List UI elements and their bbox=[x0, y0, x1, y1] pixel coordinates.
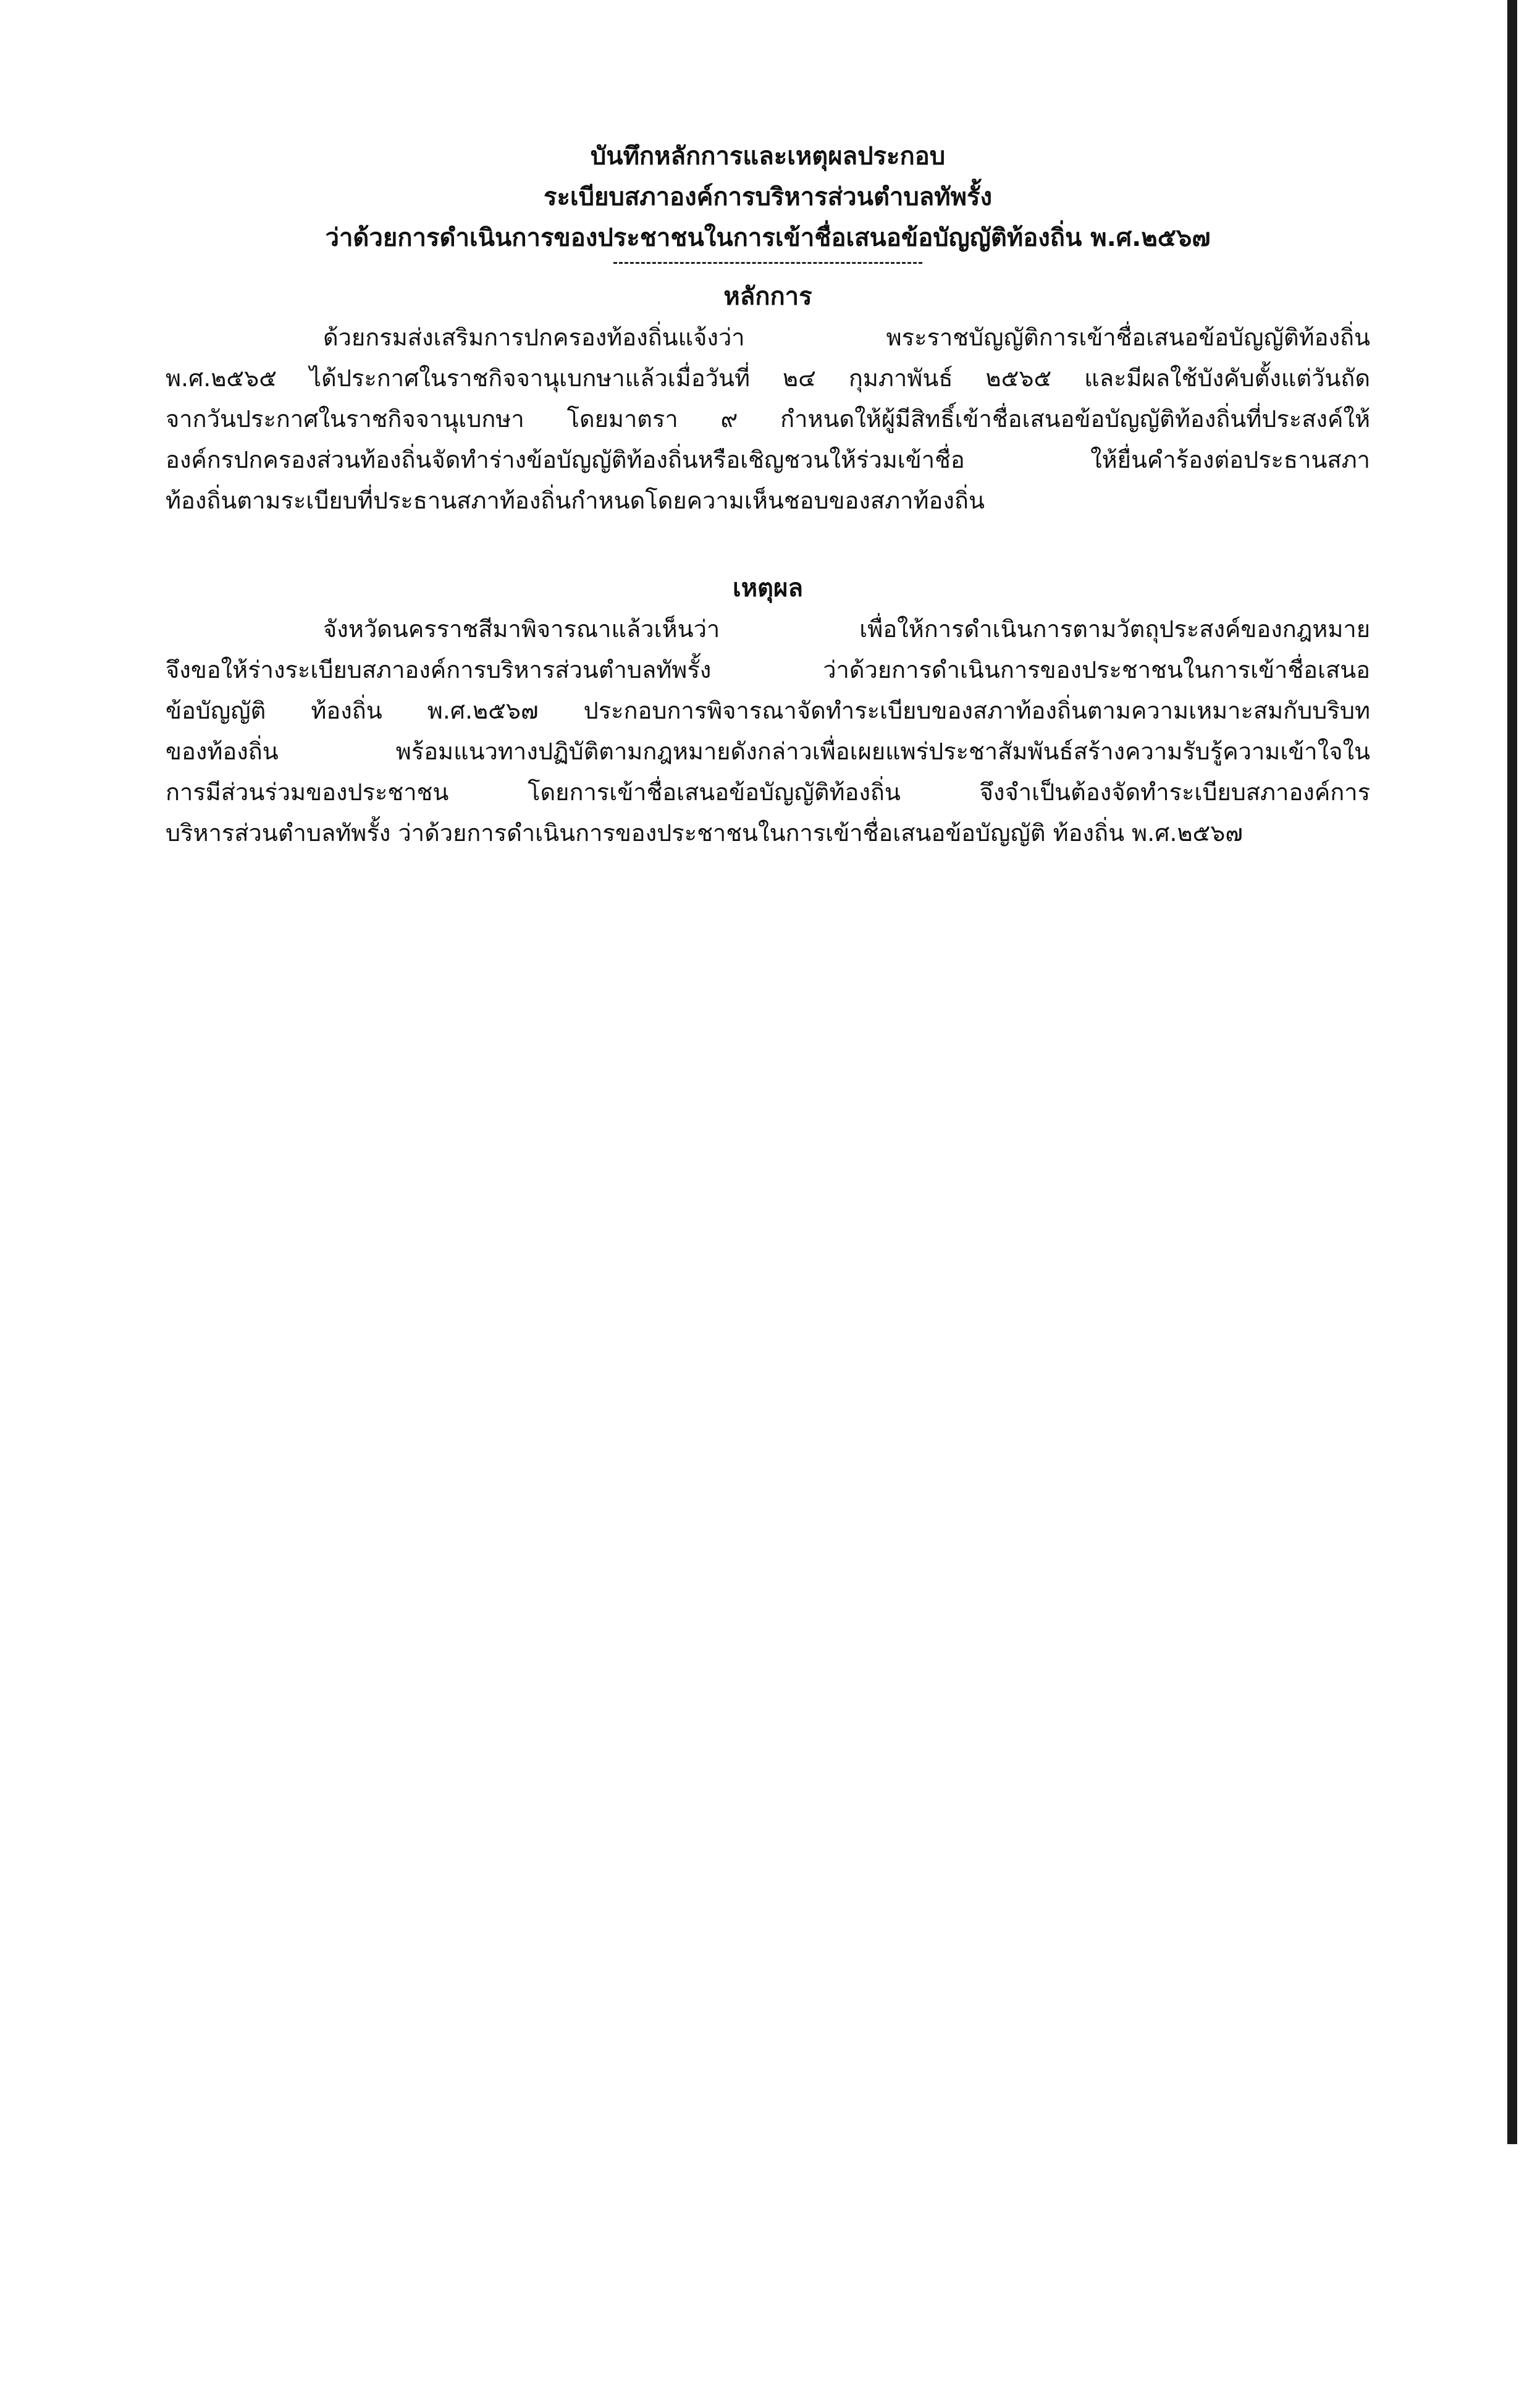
document-body bbox=[166, 136, 1370, 853]
principle-heading: หลักการ bbox=[723, 282, 812, 311]
scan-edge-line bbox=[1507, 0, 1517, 2144]
document-title bbox=[166, 136, 1370, 258]
principle-paragraph bbox=[166, 317, 1370, 521]
title-line-1: บันทึกหลักการและเหตุผลประกอบ bbox=[590, 142, 946, 171]
principle-line-2: พ.ศ.๒๕๖๕ ได้ประกาศในราชกิจจานุเบกษาแล้วเมื่อวันที่ ๒๔ กุมภาพันธ์ ๒๕๖๕ และมีผลใช้บังคับตั้งแต่วันถัด bbox=[166, 365, 1370, 392]
principle-line-4: องค์กรปกครองส่วนท้องถิ่นจัดทำร่างข้อบัญญัติท้องถิ่นหรือเชิญชวนให้ร่วมเข้าชื่อ ให้ยื่นคำร้องต่อประธานสภา bbox=[166, 446, 1370, 473]
reason-line-4: ของท้องถิ่น พร้อมแนวทางปฏิบัติตามกฎหมายดังกล่าวเพื่อเผยแพร่ประชาสัมพันธ์สร้างความรับรู้ความเข้าใจใน bbox=[166, 738, 1370, 765]
principle-line-5: ท้องถิ่นตามระเบียบที่ประธานสภาท้องถิ่นกำหนดโดยความเห็นชอบของสภาท้องถิ่น bbox=[166, 487, 985, 514]
principle-line-1: ด้วยกรมส่งเสริมการปกครองท้องถิ่นแจ้งว่า พระราชบัญญัติการเข้าชื่อเสนอข้อบัญญัติท้องถิ่น bbox=[323, 324, 1370, 351]
reason-section bbox=[166, 568, 1370, 853]
reason-line-3: ข้อบัญญัติ ท้องถิ่น พ.ศ.๒๕๖๗ ประกอบการพิจารณาจัดทำระเบียบของสภาท้องถิ่นตามความเหมาะสมกับบริบท bbox=[166, 697, 1370, 724]
reason-paragraph bbox=[166, 609, 1370, 853]
reason-line-1: จังหวัดนครราชสีมาพิจารณาแล้วเห็นว่า เพื่อให้การดำเนินการตามวัตถุประสงค์ของกฎหมาย bbox=[323, 615, 1370, 643]
reason-line-2: จึงขอให้ร่างระเบียบสภาองค์การบริหารส่วนตำบลทัพรั้ง ว่าด้วยการดำเนินการของประชาชนในการเข้าชื่อเสนอ bbox=[166, 656, 1370, 683]
reason-heading: เหตุผล bbox=[733, 574, 803, 602]
principle-section bbox=[166, 276, 1370, 521]
reason-line-5: การมีส่วนร่วมของประชาชน โดยการเข้าชื่อเสนอข้อบัญญัติท้องถิ่น จึงจำเป็นต้องจัดทำระเบียบสภาองค์การ bbox=[166, 779, 1370, 806]
reason-line-6: บริหารส่วนตำบลทัพรั้ง ว่าด้วยการดำเนินการของประชาชนในการเข้าชื่อเสนอข้อบัญญัติ ท้องถิ่น พ.ศ.๒๕๖๗ bbox=[166, 819, 1243, 847]
title-divider bbox=[613, 262, 922, 264]
principle-line-3: จากวันประกาศในราชกิจจานุเบกษา โดยมาตรา ๙ กำหนดให้ผู้มีสิทธิ์เข้าชื่อเสนอข้อบัญญัติท้องถิ่นที่ประสงค์ให้ bbox=[166, 405, 1370, 433]
title-line-2: ระเบียบสภาองค์การบริหารส่วนตำบลทัพรั้ง bbox=[543, 183, 993, 211]
title-line-3: ว่าด้วยการดำเนินการของประชาชนในการเข้าชื่อเสนอข้อบัญญัติท้องถิ่น พ.ศ.๒๕๖๗ bbox=[325, 224, 1211, 252]
